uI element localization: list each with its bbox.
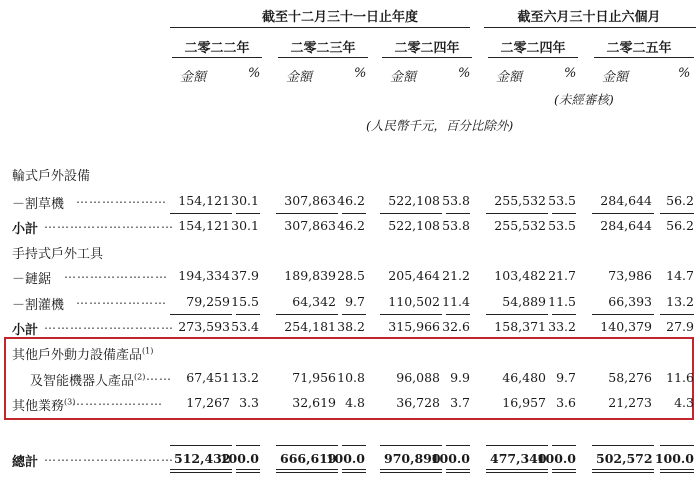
cell-other-biz-5: 3.7 — [450, 395, 470, 410]
cell-trimmer-3: 9.7 — [345, 294, 365, 309]
col-amount-1: 金額 — [180, 70, 207, 85]
row-trimmer-label: －割灌機 — [12, 298, 65, 313]
row-other-biz-label: 其他業務$^{(3)}$ — [12, 397, 76, 414]
rule-above-subtotal2-6 — [486, 314, 548, 315]
rule-above-total-4 — [380, 445, 442, 446]
cell-total-6: 477,340 — [490, 451, 547, 466]
rule-above-subtotal2-1 — [236, 314, 260, 315]
cell-other-biz-8: 21,273 — [608, 395, 652, 410]
rule-above-total-1 — [236, 445, 260, 446]
col-amount-3: 金額 — [390, 70, 417, 85]
cell-other-power-2-7: 9.7 — [556, 370, 576, 385]
cell-mower-3: 46.2 — [337, 193, 365, 208]
row-subtotal2-leader: ………………………… — [44, 318, 174, 332]
rule-below-total-b-9 — [660, 472, 694, 473]
rule-above-subtotal2-5 — [446, 314, 470, 315]
year-rule-4 — [488, 57, 578, 58]
cell-trimmer-9: 13.2 — [666, 294, 694, 309]
rule-below-total-b-6 — [486, 472, 548, 473]
cell-subtotal1-7: 53.5 — [548, 218, 576, 233]
cell-subtotal2-4: 315,966 — [388, 319, 440, 334]
year-rule-2 — [278, 57, 368, 58]
cell-other-biz-6: 16,957 — [502, 395, 546, 410]
header-group-interim: 截至六月三十日止六個月 — [517, 10, 661, 25]
cell-subtotal1-6: 255,532 — [494, 218, 546, 233]
cell-trimmer-0: 79,259 — [186, 294, 230, 309]
cell-subtotal1-2: 307,863 — [284, 218, 336, 233]
row-trimmer-leader: ………………… — [76, 293, 167, 307]
row-subtotal2-label: 小計 — [12, 323, 39, 338]
rule-below-total-a-2 — [276, 469, 338, 470]
rule-above-subtotal1-1 — [236, 213, 260, 214]
rule-above-subtotal2-3 — [342, 314, 366, 315]
rule-below-total-a-6 — [486, 469, 548, 470]
rule-above-subtotal2-8 — [592, 314, 654, 315]
cell-total-8: 502,572 — [596, 451, 653, 466]
cell-mower-6: 255,532 — [494, 193, 546, 208]
row-subtotal1-label: 小計 — [12, 222, 39, 237]
cell-other-biz-1: 3.3 — [239, 395, 259, 410]
rule-above-total-8 — [592, 445, 654, 446]
rule-below-total-a-3 — [342, 469, 366, 470]
currency-note: (人民幣千元，百分比除外) — [366, 118, 514, 133]
cell-chainsaw-2: 189,839 — [284, 268, 336, 283]
cell-total-3: 100.0 — [325, 451, 365, 466]
rule-below-total-a-4 — [380, 469, 442, 470]
cell-mower-9: 56.2 — [666, 193, 694, 208]
cell-other-biz-0: 17,267 — [186, 395, 230, 410]
rule-above-subtotal2-2 — [276, 314, 338, 315]
cell-trimmer-8: 66,393 — [608, 294, 652, 309]
cell-other-biz-2: 32,619 — [292, 395, 336, 410]
cell-other-power-2-8: 58,276 — [608, 370, 652, 385]
header-rule-annual — [170, 27, 470, 28]
cell-trimmer-2: 64,342 — [292, 294, 336, 309]
rule-above-subtotal2-4 — [380, 314, 442, 315]
cell-other-biz-4: 36,728 — [396, 395, 440, 410]
rule-below-total-b-5 — [446, 472, 470, 473]
col-amount-2: 金額 — [286, 70, 313, 85]
cell-subtotal1-8: 284,644 — [600, 218, 652, 233]
cell-other-power-2-6: 46,480 — [502, 370, 546, 385]
row-other-power-leader: …… — [146, 369, 172, 383]
rule-above-total-2 — [276, 445, 338, 446]
cell-mower-2: 307,863 — [284, 193, 336, 208]
rule-above-subtotal1-2 — [276, 213, 338, 214]
row-mower-label: －割草機 — [12, 197, 65, 212]
rule-above-subtotal1-3 — [342, 213, 366, 214]
col-pct-1: % — [248, 66, 261, 81]
cell-chainsaw-9: 14.7 — [666, 268, 694, 283]
cell-total-9: 100.0 — [654, 451, 694, 466]
rule-below-total-b-7 — [552, 472, 576, 473]
col-pct-5: % — [678, 66, 691, 81]
rule-below-total-b-3 — [342, 472, 366, 473]
cell-total-4: 970,890 — [384, 451, 441, 466]
cell-chainsaw-0: 194,334 — [178, 268, 230, 283]
cell-subtotal2-6: 158,371 — [494, 319, 546, 334]
rule-below-total-a-7 — [552, 469, 576, 470]
cell-mower-1: 30.1 — [231, 193, 259, 208]
rule-above-total-0 — [170, 445, 232, 446]
cell-subtotal1-4: 522,108 — [388, 218, 440, 233]
year-2025-h1: 二零二五年 — [606, 41, 672, 56]
col-pct-3: % — [458, 66, 471, 81]
cell-other-biz-7: 3.6 — [556, 395, 576, 410]
rule-above-subtotal2-0 — [170, 314, 232, 315]
rule-above-total-6 — [486, 445, 548, 446]
cell-mower-0: 154,121 — [178, 193, 230, 208]
rule-above-subtotal2-7 — [552, 314, 576, 315]
cell-other-power-2-4: 96,088 — [396, 370, 440, 385]
rule-above-total-9 — [660, 445, 694, 446]
rule-above-subtotal1-5 — [446, 213, 470, 214]
cell-mower-4: 522,108 — [388, 193, 440, 208]
year-2023: 二零二三年 — [290, 41, 356, 56]
cell-subtotal1-5: 53.8 — [442, 218, 470, 233]
cell-chainsaw-8: 73,986 — [608, 268, 652, 283]
year-rule-5 — [594, 57, 694, 58]
rule-below-total-a-8 — [592, 469, 654, 470]
year-2024: 二零二四年 — [394, 41, 460, 56]
cell-subtotal2-7: 33.2 — [548, 319, 576, 334]
rule-above-total-3 — [342, 445, 366, 446]
cell-other-power-2-1: 13.2 — [231, 370, 259, 385]
rule-below-total-b-2 — [276, 472, 338, 473]
row-subtotal1-leader: ………………………… — [44, 217, 174, 231]
cell-mower-5: 53.8 — [442, 193, 470, 208]
cell-subtotal2-0: 273,593 — [178, 319, 230, 334]
row-mower-leader: ………………… — [76, 192, 167, 206]
rule-above-total-7 — [552, 445, 576, 446]
rule-below-total-b-0 — [170, 472, 232, 473]
cell-mower-8: 284,644 — [600, 193, 652, 208]
col-amount-4: 金額 — [496, 70, 523, 85]
cell-other-power-2-5: 9.9 — [450, 370, 470, 385]
year-2022: 二零二二年 — [184, 41, 250, 56]
cell-total-2: 666,619 — [280, 451, 337, 466]
cell-trimmer-1: 15.5 — [231, 294, 259, 309]
cell-other-biz-3: 4.8 — [345, 395, 365, 410]
cell-trimmer-7: 11.5 — [548, 294, 576, 309]
cell-subtotal2-9: 27.9 — [666, 319, 694, 334]
cell-subtotal1-9: 56.2 — [666, 218, 694, 233]
cell-other-biz-9: 4.3 — [674, 395, 694, 410]
cell-subtotal2-1: 53.4 — [231, 319, 259, 334]
section-wheeled: 輪式戶外設備 — [12, 169, 91, 184]
year-rule-1 — [172, 57, 262, 58]
cell-subtotal2-5: 32.6 — [442, 319, 470, 334]
col-pct-2: % — [354, 66, 367, 81]
rule-below-total-b-8 — [592, 472, 654, 473]
rule-above-subtotal1-6 — [486, 213, 548, 214]
row-total-label: 總計 — [12, 455, 39, 470]
cell-chainsaw-6: 103,482 — [494, 268, 546, 283]
cell-other-power-2-3: 10.8 — [337, 370, 365, 385]
row-chainsaw-label: －鏈鋸 — [12, 272, 52, 287]
rule-above-total-5 — [446, 445, 470, 446]
cell-chainsaw-3: 28.5 — [337, 268, 365, 283]
unaudited-note: (未經審核) — [554, 92, 614, 107]
rule-below-total-a-5 — [446, 469, 470, 470]
cell-other-power-2-0: 67,451 — [186, 370, 230, 385]
cell-total-5: 100.0 — [430, 451, 470, 466]
row-other-power-label-1: 其他戶外動力設備產品$^{(1)}$ — [12, 346, 154, 363]
year-rule-3 — [382, 57, 472, 58]
row-chainsaw-leader: …………………… — [64, 267, 168, 281]
cell-subtotal1-0: 154,121 — [178, 218, 230, 233]
cell-subtotal1-3: 46.2 — [337, 218, 365, 233]
cell-chainsaw-5: 21.2 — [442, 268, 470, 283]
header-group-annual: 截至十二月三十一日止年度 — [261, 10, 418, 25]
cell-other-power-2-2: 71,956 — [292, 370, 336, 385]
cell-subtotal2-2: 254,181 — [284, 319, 336, 334]
rule-above-subtotal1-7 — [552, 213, 576, 214]
row-other-power-label-2: 及智能機器人產品$^{(2)}$ — [30, 372, 146, 389]
cell-chainsaw-4: 205,464 — [388, 268, 440, 283]
rule-above-subtotal1-8 — [592, 213, 654, 214]
cell-subtotal1-1: 30.1 — [231, 218, 259, 233]
cell-subtotal2-3: 38.2 — [337, 319, 365, 334]
header-rule-interim — [484, 27, 696, 28]
rule-below-total-a-0 — [170, 469, 232, 470]
cell-chainsaw-7: 21.7 — [548, 268, 576, 283]
cell-total-1: 100.0 — [219, 451, 259, 466]
cell-mower-7: 53.5 — [548, 193, 576, 208]
cell-subtotal2-8: 140,379 — [600, 319, 652, 334]
rule-above-subtotal2-9 — [660, 314, 694, 315]
rule-above-subtotal1-4 — [380, 213, 442, 214]
rule-below-total-a-1 — [236, 469, 260, 470]
rule-below-total-a-9 — [660, 469, 694, 470]
cell-trimmer-5: 11.4 — [442, 294, 470, 309]
rule-below-total-b-1 — [236, 472, 260, 473]
section-handheld: 手持式戶外工具 — [12, 247, 104, 262]
row-other-biz-leader: ………………… — [72, 394, 163, 408]
rule-above-subtotal1-9 — [660, 213, 694, 214]
cell-total-0: 512,432 — [174, 451, 231, 466]
cell-trimmer-6: 54,889 — [502, 294, 546, 309]
row-total-leader: ………………………… — [44, 450, 174, 464]
cell-other-power-2-9: 11.6 — [666, 370, 694, 385]
rule-below-total-b-4 — [380, 472, 442, 473]
cell-trimmer-4: 110,502 — [388, 294, 440, 309]
year-2024-h1: 二零二四年 — [500, 41, 566, 56]
col-pct-4: % — [564, 66, 577, 81]
col-amount-5: 金額 — [602, 70, 629, 85]
cell-total-7: 100.0 — [536, 451, 576, 466]
cell-chainsaw-1: 37.9 — [231, 268, 259, 283]
rule-above-subtotal1-0 — [170, 213, 232, 214]
